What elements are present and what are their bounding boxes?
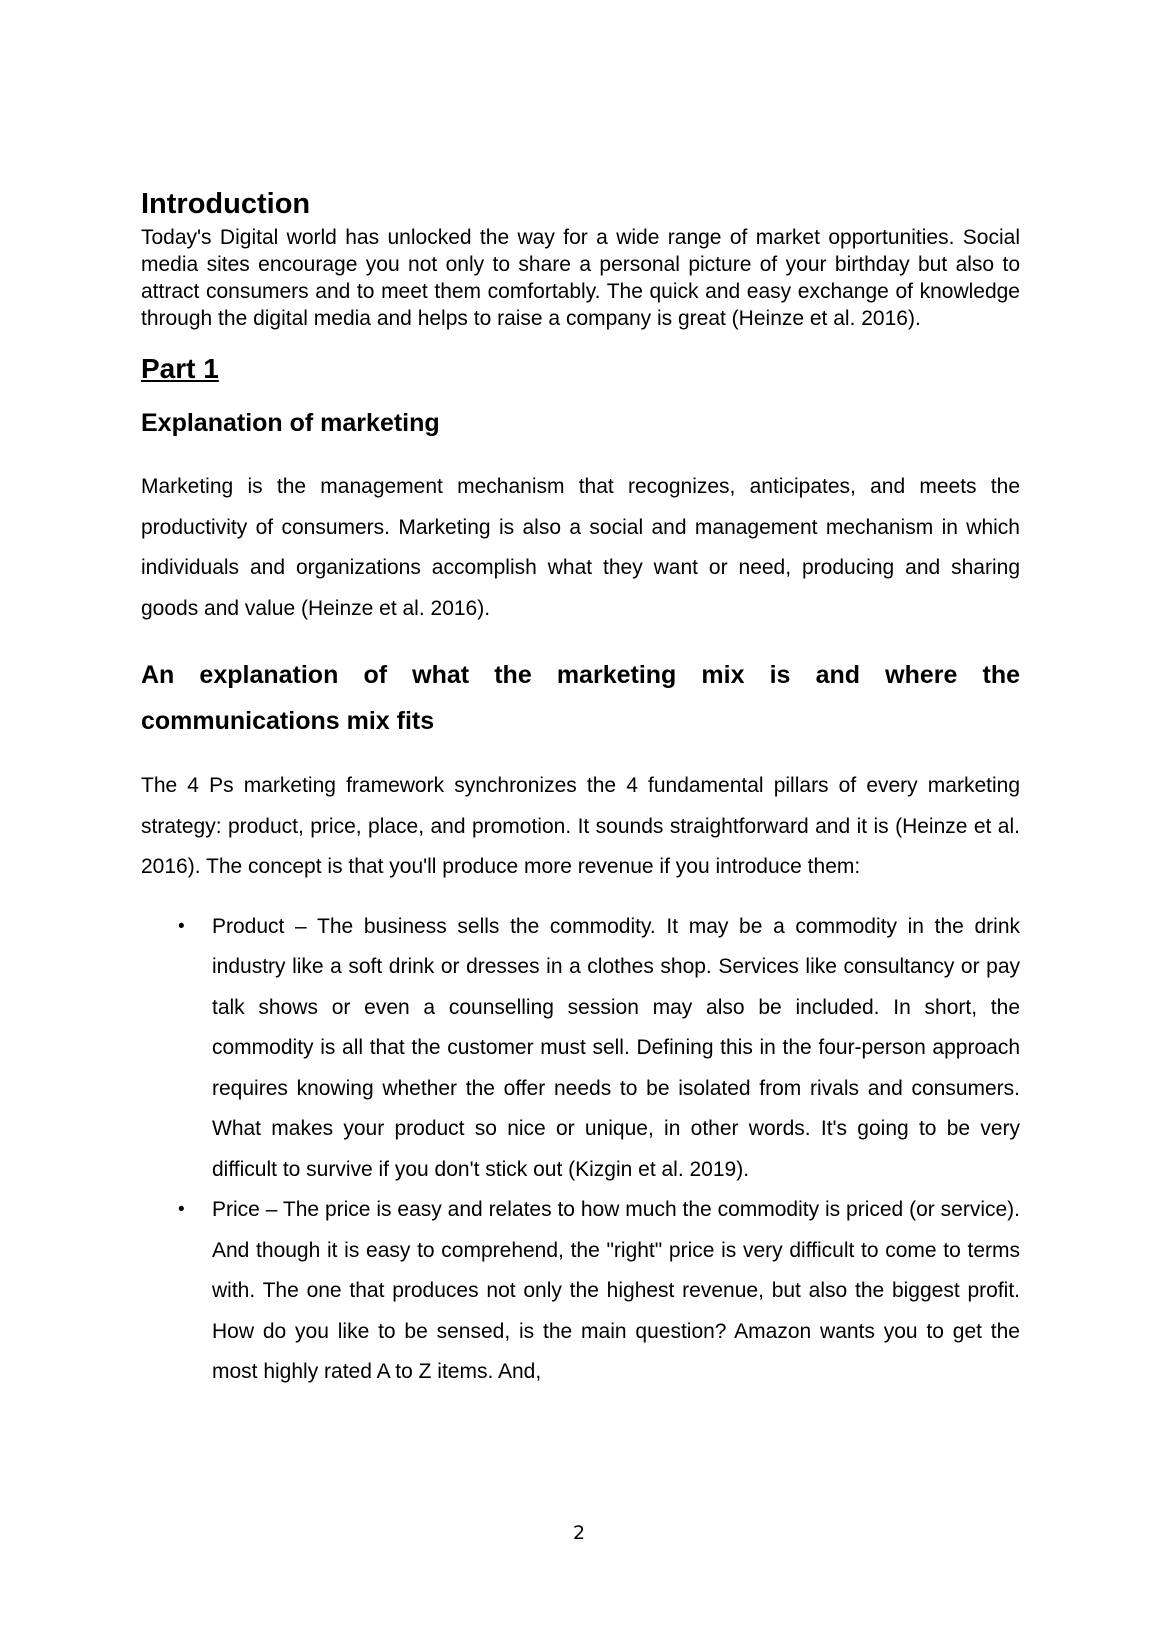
four-ps-bullet-list <box>141 907 1020 1393</box>
marketing-mix-heading: An explanation of what the marketing mix is and where the communications mix fits <box>141 661 1020 735</box>
marketing-definition-paragraph: Marketing is the management mechanism that recognizes, anticipates, and meets the productivity of consumers. Marketing is also a social and management mechanism in which individuals and organizations accomplish what they want or need, producing and sharing goods and value (Heinze et al. 2016). <box>141 475 1020 620</box>
introduction-paragraph: Today's Digital world has unlocked the way for a wide range of market opportunities. Social media sites encourage you not only to share a personal picture of your birthday but also to attract consumers and to meet them comfortably. The quick and easy exchange of knowledge through the digital media and helps to raise a company is great (Heinze et al. 2016). <box>141 226 1020 330</box>
page-number: 2 <box>572 1522 586 1544</box>
bullet-icon: • <box>178 1199 185 1220</box>
list-item-text: Price – The price is easy and relates to how much the commodity is priced (or service). And though it is easy to comprehend, the "right" price is very difficult to come to terms with. The one that produces not only the highest revenue, but also the biggest profit. How do you like to be sensed, is the main question? Amazon wants you to get the most highly rated A to Z items. And, <box>212 1198 1020 1383</box>
list-item-price <box>141 1190 1020 1393</box>
bullet-icon: • <box>178 915 185 937</box>
explanation-of-marketing-heading: Explanation of marketing <box>141 409 440 437</box>
introduction-heading: Introduction <box>141 188 311 220</box>
list-item-text: Product – The business sells the commodity. It may be a commodity in the drink industry like a soft drink or dresses in a clothes shop. Services like consultancy or pay talk shows or even a counselling session may also be included. In short, the commodity is all that the customer must sell. Defining this in the four-person approach requires knowing whether the offer needs to be isolated from rivals and consumers. What makes your product so nice or unique, in other words. It's going to be very difficult to survive if you don't stick out (Kizgin et al. 2019). <box>212 914 1020 1181</box>
four-ps-paragraph: The 4 Ps marketing framework synchronizes the 4 fundamental pillars of every marketing strategy: product, price, place, and promotion. It sounds straightforward and it is (Heinze et al. 2016). The concept is that you'll produce more revenue if you introduce them: <box>141 774 1020 878</box>
part-1-heading: Part 1 <box>141 353 219 384</box>
document-page <box>141 186 1020 1393</box>
list-item-product <box>141 907 1020 1191</box>
